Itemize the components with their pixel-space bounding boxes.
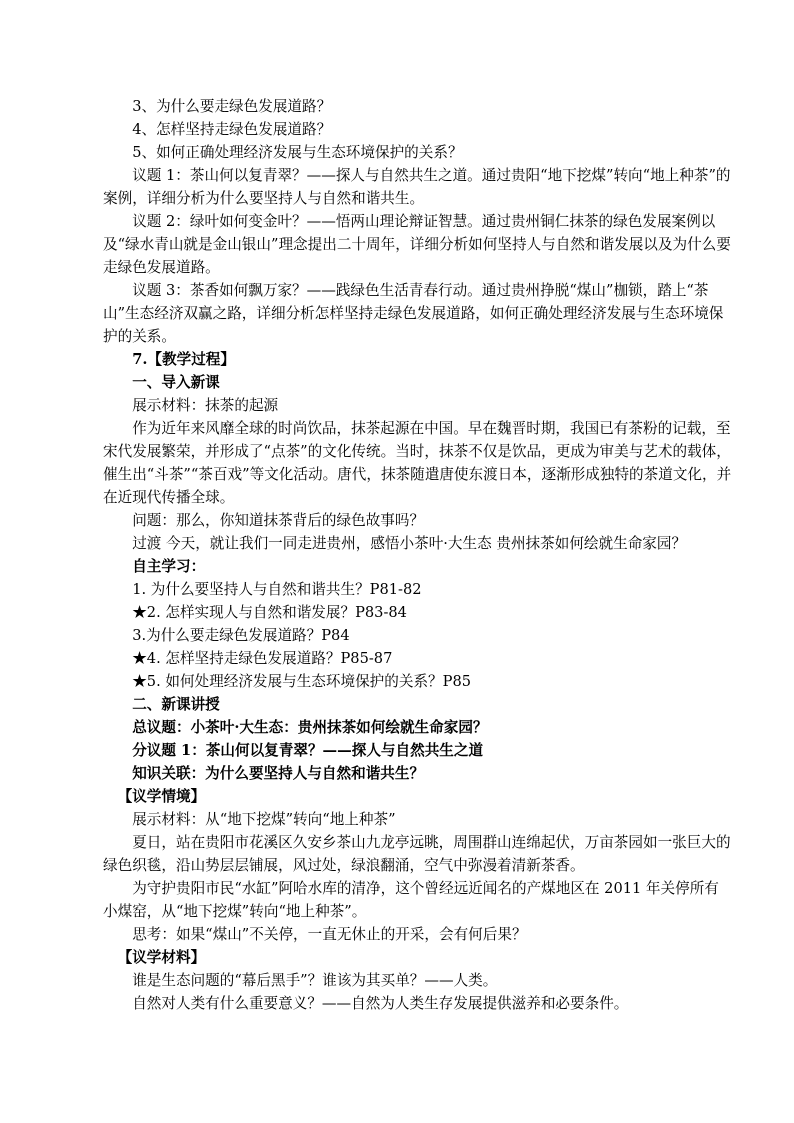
self-study-item-2: ★2. 怎样实现人与自然和谐发展？P83-84 [132, 604, 407, 621]
question-line: 问题：那么，你知道抹茶背后的绿色故事吗？ [132, 512, 425, 529]
self-study-item-5: ★5. 如何处理经济发展与生态环境保护的关系？P85 [132, 673, 472, 690]
self-study-item-4: ★4. 怎样坚持走绿色发展道路？P85-87 [132, 650, 393, 667]
question-4: 4、怎样坚持走绿色发展道路？ [132, 121, 332, 138]
show-material-2: 展示材料：从“地下挖煤”转向“地上种茶” [132, 811, 396, 828]
self-study-heading: 自主学习： [132, 558, 206, 575]
who-line: 谁是生态问题的“幕后黑手”？谁该为其买单？——人类。 [132, 972, 498, 989]
transition-line: 过渡 今天，就让我们一同走进贵州，感悟小茶叶·大生态 贵州抹茶如何绘就生命家园？ [132, 535, 687, 552]
part-1-heading: 一、导入新课 [132, 374, 220, 391]
topic-1-paragraph: 议题 1：茶山何以复青翠？——探人与自然共生之道。通过贵阳“地下挖煤”转向“地上种茶”的案例，详细分析为什么要坚持人与自然和谐共生。 [103, 167, 731, 207]
topic-3-paragraph: 议题 3：茶香如何飘万家？——践绿色生活青春行动。通过贵州挣脱“煤山”枷锁，踏上“茶山”生态经济双赢之路，详细分析怎样坚持走绿色发展道路，如何正确处理经济发展与生态环境保护的关系。 [103, 282, 724, 345]
topic-2-paragraph: 议题 2：绿叶如何变金叶？——悟两山理论辩证智慧。通过贵州铜仁抹茶的绿色发展案例以及“绿水青山就是金山银山”理念提出二十周年，详细分析如何坚持人与自然和谐发展以及为什么要走绿色发展道路。 [103, 213, 731, 276]
main-topic-heading: 总议题：小茶叶·大生态：贵州抹茶如何绘就生命家园？ [132, 719, 488, 736]
document-page [103, 95, 733, 1015]
self-study-item-1: 1. 为什么要坚持人与自然和谐共生？P81-82 [132, 581, 422, 598]
sub-topic-1-heading: 分议题 1：茶山何以复青翠？——探人与自然共生之道 [132, 742, 484, 759]
summer-paragraph: 夏日，站在贵阳市花溪区久安乡茶山九龙亭远眺，周围群山连绵起伏，万亩茶园如一张巨大的绿色织毯，沿山势层层铺展，风过处，绿浪翻涌，空气中弥漫着清新茶香。 [103, 834, 731, 874]
situation-heading: 【议学情境】 [117, 788, 206, 805]
protect-paragraph: 为守护贵阳市民“水缸”阿哈水库的清净，这个曾经远近闻名的产煤地区在 2011 年关停所有小煤窑，从“地下挖煤”转向“地上种茶”。 [103, 880, 719, 920]
material-heading: 【议学材料】 [117, 949, 206, 966]
self-study-item-3: 3.为什么要走绿色发展道路？P84 [132, 627, 350, 644]
intro-paragraph: 作为近年来风靡全球的时尚饮品，抹茶起源在中国。早在魏晋时期，我国已有茶粉的记载，至宋代发展繁荣，并形成了“点茶”的文化传统。当时，抹茶不仅是饮品，更成为审美与艺术的载体，催生出“斗茶”“茶百戏”等文化活动。唐代，抹茶随遣唐使东渡日本，逐渐形成独特的茶道文化，并在近现代传播全球。 [103, 420, 732, 506]
question-3: 3、为什么要走绿色发展道路？ [132, 98, 332, 115]
part-2-heading: 二、新课讲授 [132, 696, 220, 713]
show-material-origin: 展示材料：抹茶的起源 [132, 397, 279, 414]
nature-line: 自然对人类有什么重要意义？——自然为人类生存发展提供滋养和必要条件。 [132, 995, 629, 1012]
teaching-process-heading: 7.【教学过程】 [132, 351, 235, 368]
knowledge-link-heading: 知识关联：为什么要坚持人与自然和谐共生？ [132, 765, 425, 782]
think-line: 思考：如果“煤山”不关停，一直无休止的开采，会有何后果？ [132, 926, 527, 943]
question-5: 5、如何正确处理经济发展与生态环境保护的关系？ [132, 144, 463, 161]
